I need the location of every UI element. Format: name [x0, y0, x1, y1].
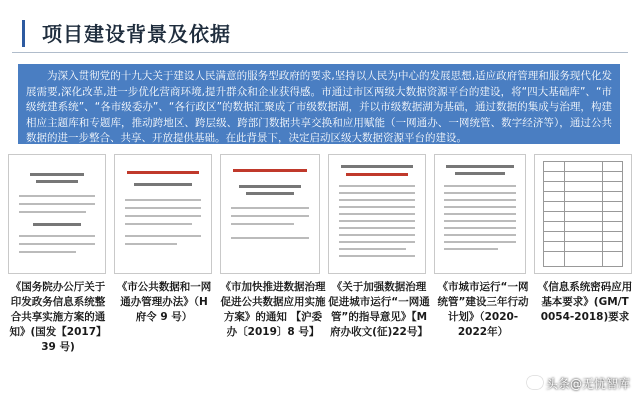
document-caption-6: 《信息系统密码应用基本要求》(GM/T 0054-2018)要求	[537, 281, 633, 323]
document-caption-5: 《市城市运行“一网统管”建设三年行动计划》（2020-2022年）	[437, 281, 529, 338]
document-thumbnail-2[interactable]	[114, 154, 212, 274]
document-thumbnail-1[interactable]	[8, 154, 106, 274]
document-caption-2: 《市公共数据和一网通办管理办法》（H 府令 9 号）	[116, 281, 212, 323]
document-thumbnails	[8, 154, 632, 274]
chat-bubble-icon	[527, 376, 543, 389]
document-caption-3: 《市加快推进数据治理促进公共数据应用实施方案》的通知 【沪委办〔2019〕8 号】	[220, 281, 326, 338]
document-caption-4: 《关于加强数据治理促进城市运行“一网通管”的指导意见》【M府办收文(征)22号】	[328, 281, 430, 338]
document-thumbnail-5[interactable]	[434, 154, 526, 274]
intro-text: 为深入贯彻党的十九大关于建设人民满意的服务型政府的要求,坚持以人民为中心的发展思想,适应政府管理和服务现代化发展需要,深化改革,进一步优化营商环境,提升群众和企业获得感。市通过市区两级大数据资源平台的建设，将“四大基础库”、“市级统建系统”、“各市级委办”、“各行政区”的数据汇聚成了市级数据湖，并以市级数据湖为基础，通过数据的集成与治理，构建相应主题库和专题库，推动跨地区、跨层级、跨部门数据共享交换和应用赋能（一网通办、一网统管、数字经济等），通过公共数据的进一步整合、共享、开放提供基础。在此背景下，决定启动区级大数据资源平台的建设。	[26, 70, 612, 144]
watermark-text: 头条@无忧智库	[545, 377, 630, 391]
page-title: 项目建设背景及依据	[42, 22, 231, 46]
document-thumbnail-3[interactable]	[220, 154, 320, 274]
document-caption-1: 《国务院办公厅关于印发政务信息系统整合共享实施方案的通知》(国发【2017】39 号)	[9, 281, 107, 353]
title-accent-bar	[22, 20, 25, 47]
intro-box	[18, 64, 620, 144]
document-thumbnail-6[interactable]	[534, 154, 632, 274]
document-thumbnail-4[interactable]	[328, 154, 426, 274]
watermark	[527, 375, 630, 392]
title-divider	[12, 52, 628, 53]
